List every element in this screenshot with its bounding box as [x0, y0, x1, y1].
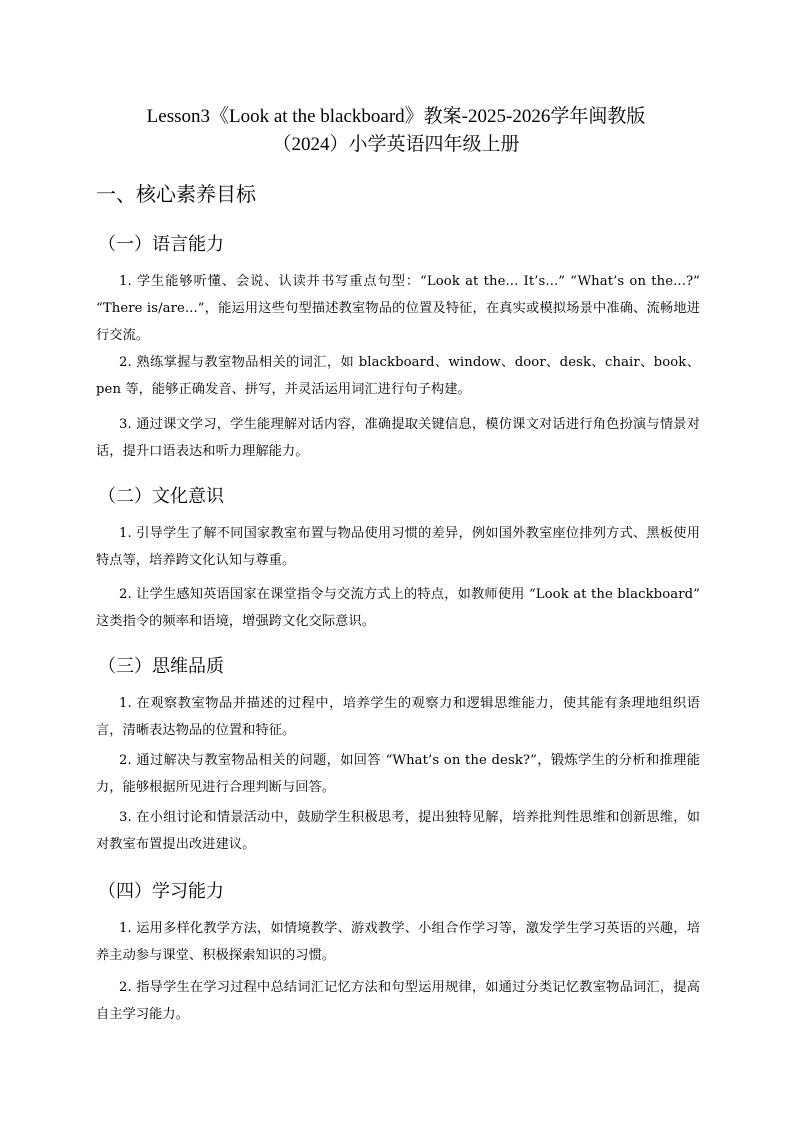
- doc-title-line1: Lesson3《Look at the blackboard》教案-2025-2026学年闽教版: [146, 106, 646, 127]
- paragraph-learning-2: 2. 指导学生在学习过程中总结词汇记忆方法和句型运用规律，如通过分类记忆教室物品词汇，提高自主学习能力。: [96, 980, 700, 1022]
- paragraph-thinking-1: 1. 在观察教室物品并描述的过程中，培养学生的观察力和逻辑思维能力，使其能有条理地组织语言，清晰表达物品的位置和特征。: [96, 696, 700, 738]
- paragraph-thinking-2: 2. 通过解决与教室物品相关的问题，如回答 “What’s on the desk?”，锻炼学生的分析和推理能力，能够根据所见进行合理判断与回答。: [96, 753, 700, 795]
- section-heading-core-goals: 一、核心素养目标: [96, 182, 256, 206]
- paragraph-learning-1: 1. 运用多样化教学方法，如情境教学、游戏教学、小组合作学习等，激发学生学习英语的兴趣，培养主动参与课堂、积极探索知识的习惯。: [96, 921, 700, 963]
- subheading-thinking-quality: （三）思维品质: [98, 656, 224, 677]
- subheading-cultural-awareness: （二）文化意识: [98, 486, 224, 507]
- paragraph-thinking-3: 3. 在小组讨论和情景活动中，鼓励学生积极思考，提出独特见解，培养批判性思维和创新思维，如对教室布置提出改进建议。: [96, 810, 700, 852]
- doc-title-line2: （2024）小学英语四年级上册: [272, 134, 520, 155]
- paragraph-language-1: 1. 学生能够听懂、会说、认读并书写重点句型：“Look at the... It’s...” “What’s on the...?” “There is/are...”，能运用这些句型描述教室物品的位置及特征，在真实或模拟场景中准确、流畅地进行交流。: [96, 274, 700, 343]
- subheading-language-ability: （一）语言能力: [98, 234, 224, 255]
- paragraph-language-2: 2. 熟练掌握与教室物品相关的词汇，如 blackboard、window、door、desk、chair、book、pen 等，能够正确发音、拼写，并灵活运用词汇进行句子构建。: [96, 355, 700, 397]
- paragraph-culture-2: 2. 让学生感知英语国家在课堂指令与交流方式上的特点，如教师使用 “Look at the blackboard” 这类指令的频率和语境，增强跨文化交际意识。: [96, 587, 700, 629]
- subheading-learning-ability: （四）学习能力: [98, 881, 224, 902]
- paragraph-culture-1: 1. 引导学生了解不同国家教室布置与物品使用习惯的差异，例如国外教室座位排列方式、黑板使用特点等，培养跨文化认知与尊重。: [96, 526, 700, 568]
- paragraph-language-3: 3. 通过课文学习，学生能理解对话内容，准确提取关键信息，模仿课文对话进行角色扮演与情景对话，提升口语表达和听力理解能力。: [96, 417, 700, 459]
